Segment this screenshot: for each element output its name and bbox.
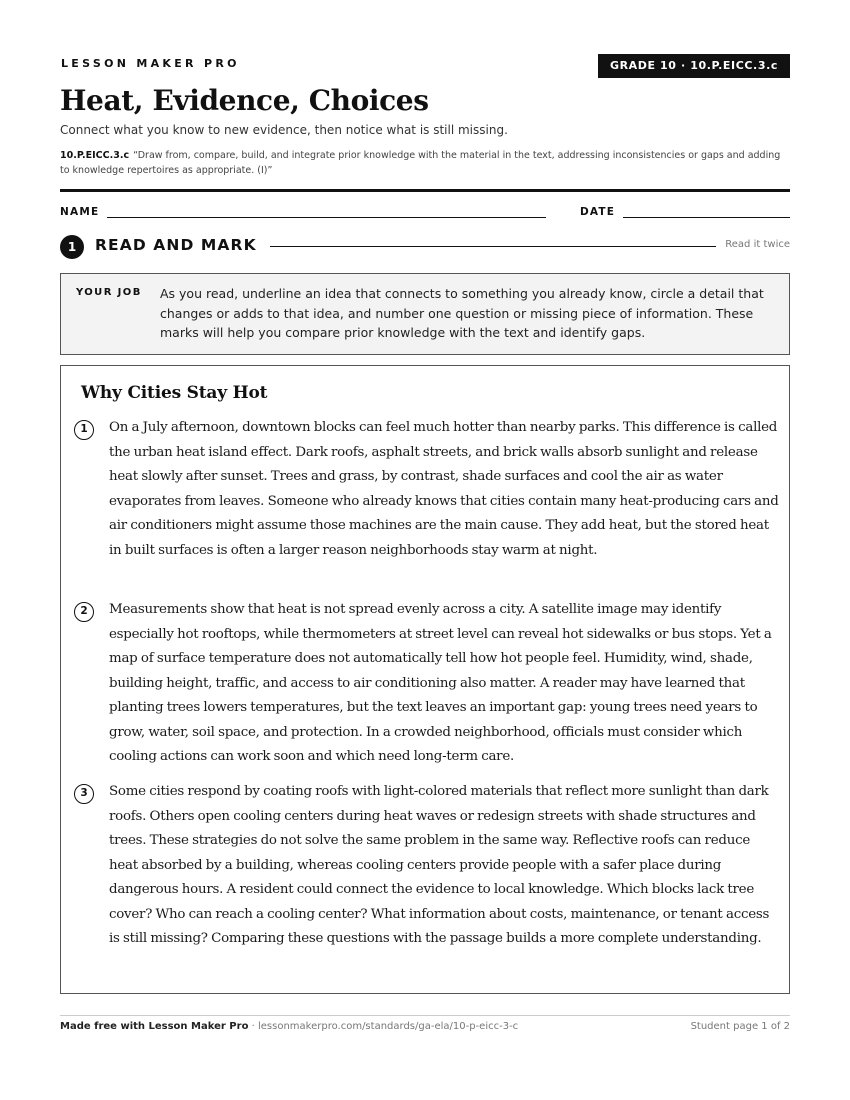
paragraph-text: On a July afternoon, downtown blocks can feel much hotter than nearby parks. This difference is called the urban heat island effect. Dark roofs, asphalt streets, and brick walls absorb sunlight and release heat slowly after sunset. Trees and grass, by contrast, shade surfaces and cool the air as water evaporates from leaves. Someone who already knows that cities contain many heat-producing cars and air conditioners might assume those machines are the main cause. They add heat, but the stored heat in built surfaces is often a larger reason neighborhoods stay warm at night.: [109, 420, 779, 558]
date-label: DATE: [580, 206, 616, 218]
paragraph-number: 1: [74, 420, 94, 440]
footer-credit: [60, 1021, 518, 1032]
passage-title: Why Cities Stay Hot: [81, 383, 268, 403]
footer-url: · lessonmakerpro.com/standards/ga-ela/10-p-eicc-3-c: [248, 1021, 519, 1032]
standard-statement: [60, 148, 790, 178]
page-title: Heat, Evidence, Choices: [60, 84, 429, 117]
standard-text: “Draw from, compare, build, and integrate prior knowledge with the material in the text, addressing inconsistencies or gaps and adding to knowledge repertoires as appropriate. (I)”: [60, 150, 781, 176]
name-label: NAME: [60, 206, 100, 218]
section-note: Read it twice: [725, 239, 790, 250]
passage-paragraph: [74, 780, 781, 952]
passage-paragraph: [74, 598, 781, 770]
footer-divider: [60, 1015, 790, 1016]
job-label: YOUR JOB: [76, 287, 142, 298]
date-line[interactable]: [623, 217, 790, 218]
reading-passage: [60, 365, 790, 994]
section-divider: [270, 246, 716, 247]
section-number-badge: 1: [60, 235, 84, 259]
standard-code: 10.P.EICC.3.c: [60, 150, 130, 161]
footer-page-number: Student page 1 of 2: [690, 1021, 790, 1032]
paragraph-text: Measurements show that heat is not spread evenly across a city. A satellite image may identify especially hot rooftops, while thermometers at street level can reveal hot sidewalks or bus stops. Yet a map of surface temperature does not automatically tell how hot people feel. Humidity, wind, shade, building height, traffic, and access to air conditioning also matter. A reader may have learned that planting trees lowers temperatures, but the text leaves an important gap: young trees need years to grow, water, soil space, and protection. In a crowded neighborhood, officials must consider which cooling actions can work soon and which need long-term care.: [109, 602, 772, 764]
page-subtitle: Connect what you know to new evidence, then notice what is still missing.: [60, 123, 508, 137]
header-divider: [60, 189, 790, 192]
paragraph-text: Some cities respond by coating roofs with light-colored materials that reflect more sunlight than dark roofs. Others open cooling centers during heat waves or redesign streets with shade structures and trees. These strategies do not solve the same problem in the same way. Reflective roofs can reduce heat absorbed by a building, whereas cooling centers provide people with a safer place during dangerous hours. A resident could connect the evidence to local knowledge. Which blocks lack tree cover? Who can reach a cooling center? What information about costs, maintenance, or tenant access is still missing? Comparing these questions with the passage builds a more complete understanding.: [109, 784, 770, 946]
name-line[interactable]: [107, 217, 546, 218]
section-title: READ AND MARK: [95, 236, 257, 254]
brand-name: LESSON MAKER PRO: [61, 57, 240, 70]
footer-made-with: Made free with Lesson Maker Pro: [60, 1021, 249, 1032]
grade-badge: GRADE 10 · 10.P.EICC.3.c: [598, 54, 790, 78]
job-instructions-box: [60, 273, 790, 355]
paragraph-number: 3: [74, 784, 94, 804]
paragraph-number: 2: [74, 602, 94, 622]
job-text: As you read, underline an idea that connects to something you already know, circle a detail that changes or adds to that idea, and number one question or missing piece of information. These marks will help you compare prior knowledge with the text and identify gaps.: [160, 286, 764, 340]
passage-paragraph: [74, 416, 781, 563]
